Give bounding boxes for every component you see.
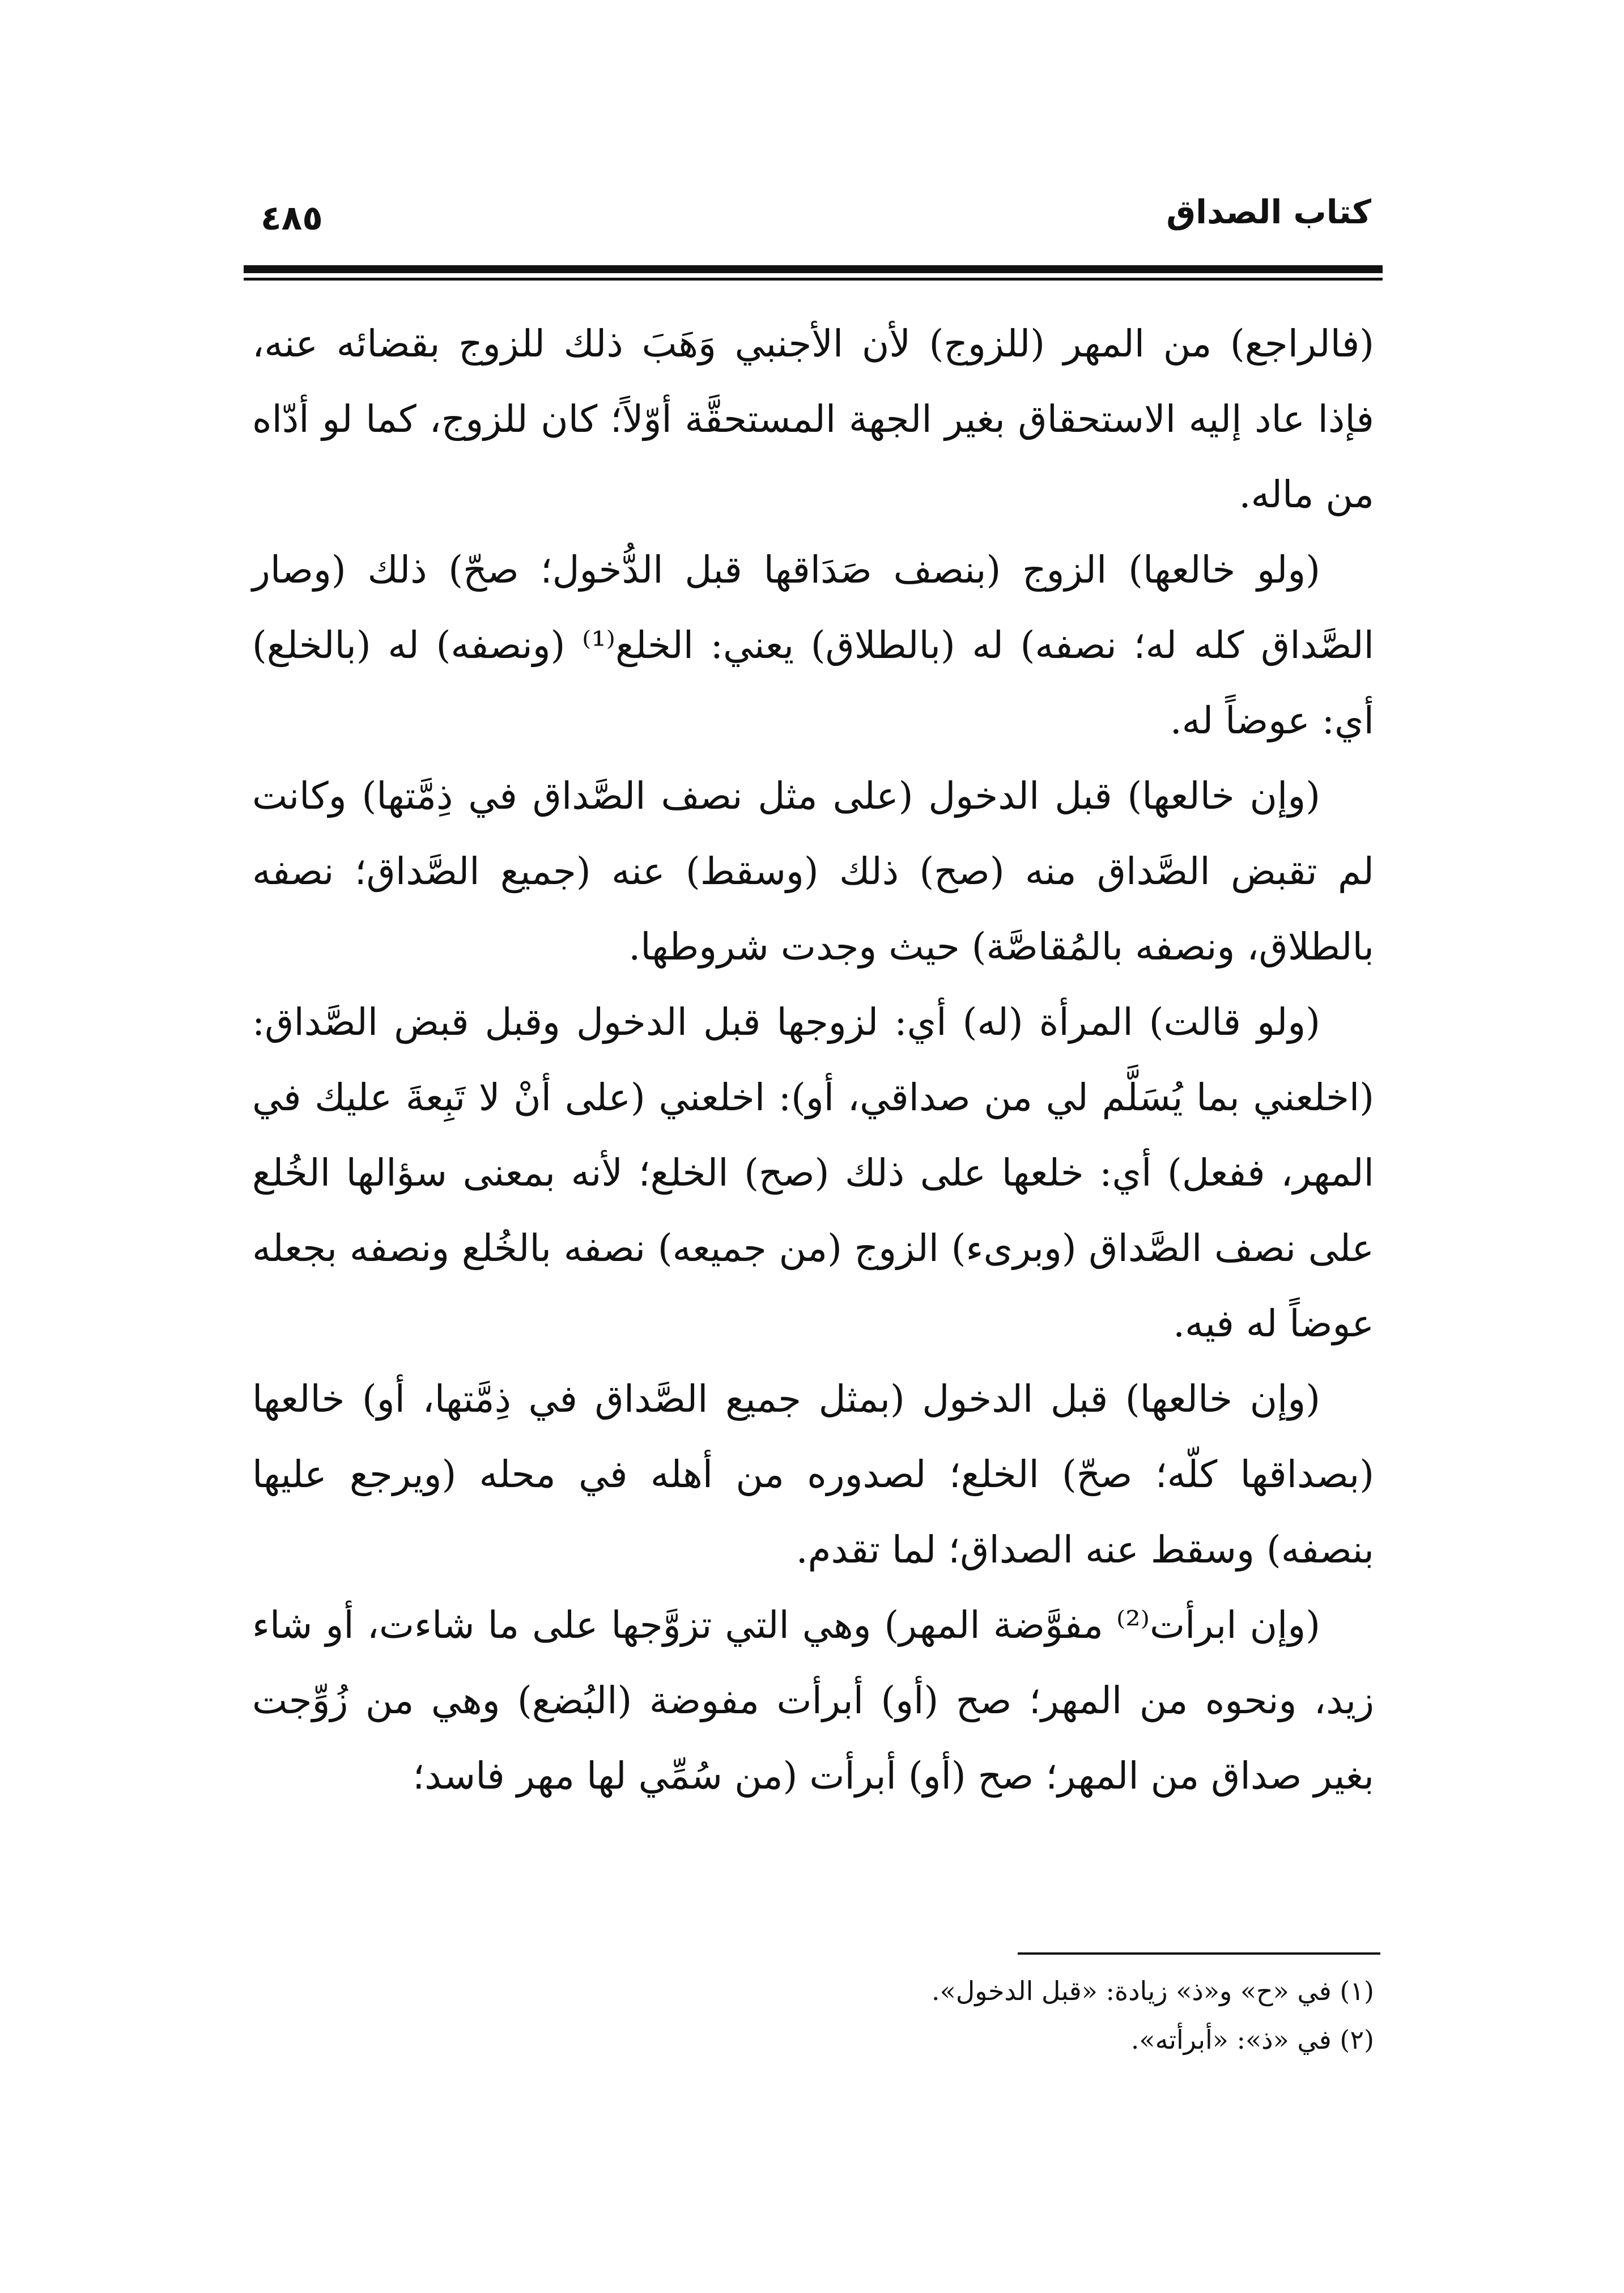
book-title: كتاب الصداق [1166, 193, 1371, 231]
footnote: (٢) في «ذ»: «أبرأته». [1130, 2024, 1374, 2055]
paragraph: (ولو خالعها) الزوج (بنصف صَدَاقها قبل الدُّخول؛ صحّ) ذلك (وصار الصَّداق كله له؛ نصفه) له (بالطلاق) يعني: الخلع⁽¹⁾ (ونصفه) له (بالخلع) أي: عوضاً له. [252, 548, 1374, 742]
main-text [252, 306, 1374, 1814]
paragraph: (وإن ابرأت⁽²⁾ مفوَّضة المهر) وهي التي تزوَّجها على ما شاءت، أو شاء زيد، ونحوه من المهر؛ صح (أو) أبرأت مفوضة (البُضع) وهي من زُوِّجت بغير صداق من المهر؛ صح (أو) أبرأت (من سُمِّي لها مهر فاسد؛ [252, 1603, 1374, 1798]
paragraph: (وإن خالعها) قبل الدخول (بمثل جميع الصَّداق في ذِمَّتها، أو) خالعها (بصداقها كلّه؛ صحّ) الخلع؛ لصدوره من أهله في محله (ويرجع عليها بنصفه) وسقط عنه الصداق؛ لما تقدم. [252, 1377, 1374, 1572]
paragraph: (فالراجع) من المهر (للزوج) لأن الأجنبي وَهَبَ ذلك للزوج بقضائه عنه، فإذا عاد إليه الاستحقاق بغير الجهة المستحقَّة أوّلاً؛ كان للزوج، كما لو أدّاه من ماله. [252, 322, 1374, 516]
page-number: ٤٨٥ [261, 198, 323, 238]
footnote: (١) في «ح» و«ذ» زيادة: «قبل الدخول». [932, 1976, 1374, 2006]
paragraph: (ولو قالت) المرأة (له) أي: لزوجها قبل الدخول وقبل قبض الصَّداق: (اخلعني بما يُسَلَّم لي من صداقي، أو): اخلعني (على أنْ لا تَبِعةَ عليك في المهر، ففعل) أي: خلعها على ذلك (صح) الخلع؛ لأنه بمعنى سؤالها الخُلع على نصف الصَّداق (وبرىء) الزوج (من جميعه) نصفه بالخُلع ونصفه بجعله عوضاً له فيه. [252, 1000, 1374, 1345]
header-rule-thick [244, 265, 1383, 273]
header-rule-thin [244, 278, 1383, 281]
footnote-separator [1018, 1952, 1380, 1955]
paragraph: (وإن خالعها) قبل الدخول (على مثل نصف الصَّداق في ذِمَّتها) وكانت لم تقبض الصَّداق منه (صح) ذلك (وسقط) عنه (جميع الصَّداق؛ نصفه بالطلاق، ونصفه بالمُقاصَّة) حيث وجدت شروطها. [252, 774, 1374, 969]
footnotes [252, 1967, 1374, 2064]
page-header [244, 193, 1383, 244]
